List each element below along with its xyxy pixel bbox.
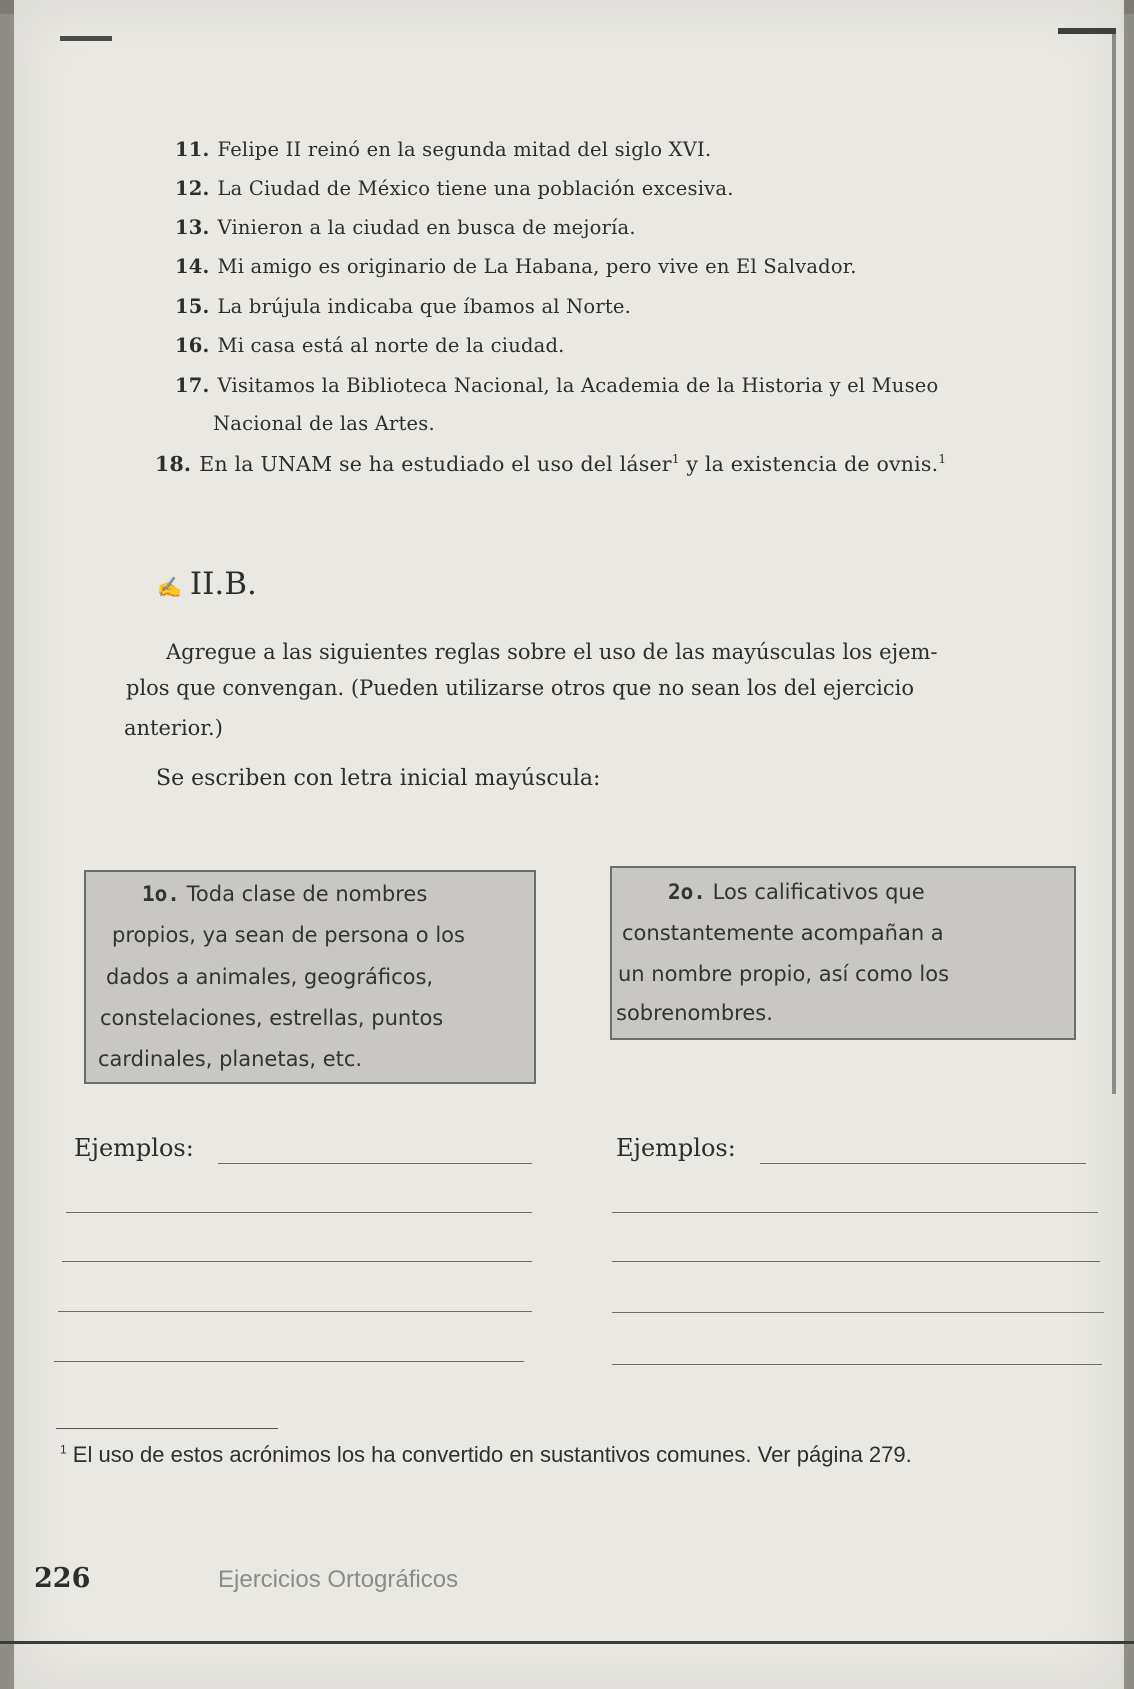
answer-line[interactable] — [612, 1364, 1102, 1365]
list-item — [175, 374, 938, 397]
rule-number: 1o. — [142, 882, 180, 906]
item-number: 18. — [155, 452, 192, 476]
box-line: sobrenombres. — [616, 1001, 773, 1025]
item-number: 14. — [175, 255, 210, 278]
list-item — [175, 255, 857, 278]
answer-line[interactable] — [612, 1261, 1100, 1262]
answer-line[interactable] — [62, 1261, 532, 1262]
footnote-ref: 1 — [938, 452, 947, 467]
section-heading — [157, 566, 257, 602]
box-line: cardinales, planetas, etc. — [98, 1047, 363, 1071]
item-text: Nacional de las Artes. — [213, 412, 435, 435]
book-title: Ejercicios Ortográficos — [218, 1566, 459, 1593]
list-item — [175, 295, 631, 318]
item-text: La Ciudad de México tiene una población excesiva. — [217, 177, 734, 200]
answer-line[interactable] — [760, 1163, 1086, 1164]
rule-intro: Se escriben con letra inicial mayúscula: — [156, 766, 601, 791]
answer-line[interactable] — [218, 1163, 532, 1164]
item-text: Vinieron a la ciudad en busca de mejoría. — [217, 216, 636, 239]
answer-line[interactable] — [58, 1311, 532, 1312]
item-text: Mi casa está al norte de la ciudad. — [217, 334, 565, 357]
rule-box-1 — [84, 870, 536, 1084]
item-text: Felipe II reinó en la segunda mitad del siglo XVI. — [217, 138, 712, 161]
pencil-icon: ✍ — [157, 575, 182, 599]
rule-number: 2o. — [668, 880, 706, 904]
box-line — [142, 882, 427, 906]
item-text: En la UNAM se ha estudiado el uso del láser — [199, 452, 672, 476]
corner-mark-left — [60, 36, 112, 41]
box-line: dados a animales, geográficos, — [106, 965, 434, 989]
item-text: y la existencia de ovnis. — [679, 452, 939, 476]
item-number: 15. — [175, 295, 210, 318]
item-number: 16. — [175, 334, 210, 357]
answer-line[interactable] — [54, 1361, 524, 1362]
document-page — [14, 0, 1124, 1689]
instructions-line: anterior.) — [124, 716, 223, 740]
rule-text: Toda clase de nombres — [186, 882, 428, 906]
footer-rule — [0, 1641, 1134, 1644]
box-line: constelaciones, estrellas, puntos — [100, 1006, 444, 1030]
answer-line[interactable] — [66, 1212, 532, 1213]
footnote-text: El uso de estos acrónimos los ha convertido en sustantivos comunes. Ver página 279. — [66, 1442, 912, 1467]
answer-line[interactable] — [612, 1312, 1104, 1313]
item-number: 17. — [175, 374, 210, 397]
list-item — [175, 138, 711, 161]
instructions-line: plos que convengan. (Pueden utilizarse otros que no sean los del ejercicio — [126, 676, 915, 700]
examples-label-left: Ejemplos: — [74, 1134, 194, 1162]
page-number: 226 — [34, 1563, 91, 1594]
page-edge-line — [1112, 34, 1116, 1094]
corner-mark-right — [1058, 28, 1116, 34]
box-line — [668, 880, 925, 904]
item-number: 12. — [175, 177, 210, 200]
box-line: un nombre propio, así como los — [618, 962, 950, 986]
item-text: Visitamos la Biblioteca Nacional, la Academia de la Historia y el Museo — [217, 374, 939, 397]
item-text: La brújula indicaba que íbamos al Norte. — [217, 295, 632, 318]
list-item — [155, 452, 946, 476]
item-text: Mi amigo es originario de La Habana, pero vive en El Salvador. — [217, 255, 857, 278]
rule-text: Los calificativos que — [712, 880, 925, 904]
list-item — [175, 334, 565, 357]
item-number: 11. — [175, 138, 210, 161]
examples-label-right: Ejemplos: — [616, 1134, 736, 1162]
answer-line[interactable] — [612, 1212, 1098, 1213]
box-line: propios, ya sean de persona o los — [112, 923, 465, 947]
footnote-mark: 1 — [60, 1442, 67, 1457]
section-title: II.B. — [189, 566, 257, 602]
rule-box-2 — [610, 866, 1076, 1040]
footnote-ref: 1 — [671, 452, 680, 467]
instructions-line: Agregue a las siguientes reglas sobre el uso de las mayúsculas los ejem- — [166, 640, 938, 664]
list-item — [175, 177, 734, 200]
list-item-continuation — [213, 412, 435, 435]
footnote-rule — [56, 1428, 278, 1429]
item-number: 13. — [175, 216, 210, 239]
list-item — [175, 216, 636, 239]
box-line: constantemente acompañan a — [622, 921, 944, 945]
footnote — [60, 1442, 912, 1468]
